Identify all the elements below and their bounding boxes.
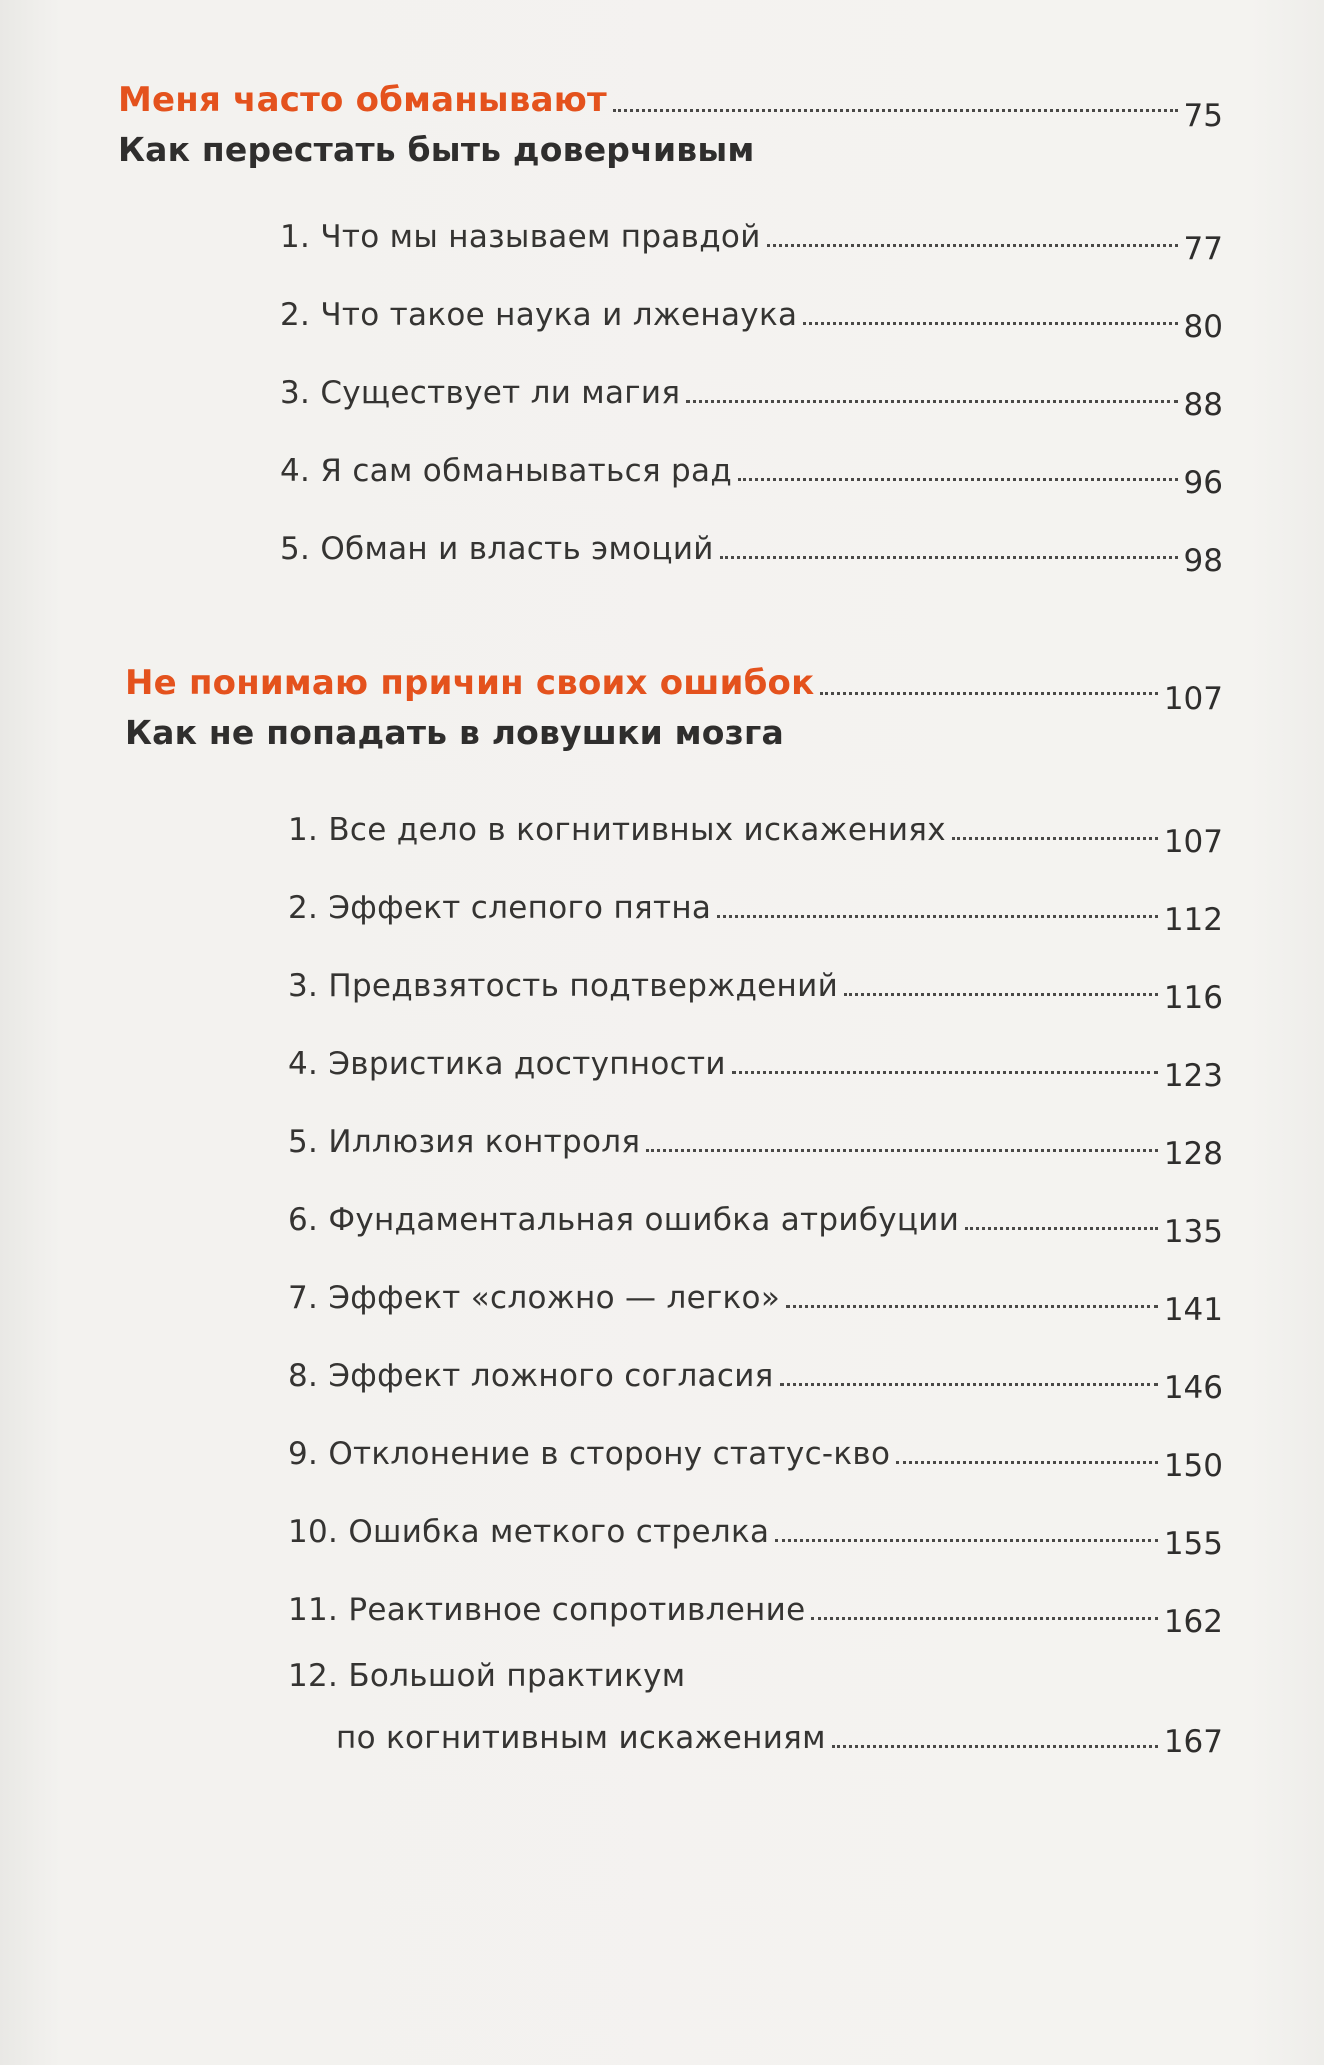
toc-entry-page: 112: [1163, 902, 1223, 938]
dot-leader: [717, 915, 1158, 918]
chapter-2-subtitle: Как не попадать в ловушки мозга: [125, 713, 784, 752]
toc-entry-label: 6. Фундаментальная ошибка атрибуции: [288, 1202, 960, 1238]
dot-leader: [965, 1227, 1158, 1230]
toc-entry: [288, 1034, 1223, 1094]
toc-entry-label: 9. Отклонение в сторону статус-кво: [288, 1436, 891, 1472]
toc-entry: [288, 1424, 1223, 1484]
toc-entry: [288, 800, 1223, 860]
toc-entry: [288, 878, 1223, 938]
dot-leader: [952, 837, 1158, 840]
dot-leader: [786, 1305, 1158, 1308]
toc-entry-page: 98: [1183, 543, 1223, 579]
chapter-1-subtitle: Как перестать быть доверчивым: [118, 130, 755, 169]
chapter-2: [125, 655, 1223, 1760]
chapter-2-page: 107: [1163, 681, 1223, 717]
chapter-1-page: 75: [1183, 98, 1223, 134]
toc-entry-continuation-row: [288, 1708, 1223, 1760]
dot-leader: [686, 400, 1177, 403]
toc-entry-label: 5. Обман и власть эмоций: [280, 531, 714, 567]
toc-entry: [288, 1112, 1223, 1172]
chapter-2-sections: [125, 800, 1223, 1760]
toc-entry-label: 2. Эффект слепого пятна: [288, 890, 712, 926]
dot-leader: [844, 993, 1158, 996]
toc-entry: [288, 1658, 1223, 1760]
toc-entry: [288, 1268, 1223, 1328]
toc-entry-page: 80: [1183, 309, 1223, 345]
dot-leader: [780, 1383, 1158, 1386]
toc-entry-label-continuation: по когнитивным искажениям: [336, 1720, 826, 1756]
dot-leader: [775, 1539, 1158, 1542]
dot-leader: [811, 1617, 1157, 1620]
toc-entry-page: 123: [1163, 1058, 1223, 1094]
toc-entry-page: 116: [1163, 980, 1223, 1016]
dot-leader: [738, 478, 1177, 481]
toc-entry: [288, 1502, 1223, 1562]
toc-entry-page: 107: [1163, 824, 1223, 860]
toc-entry-label: 8. Эффект ложного согласия: [288, 1358, 774, 1394]
toc-entry: [280, 207, 1223, 267]
toc-entry: [280, 363, 1223, 423]
dot-leader: [896, 1461, 1158, 1464]
toc-entry-label: 11. Реактивное сопротивление: [288, 1592, 806, 1628]
toc-entry-label: 7. Эффект «сложно — легко»: [288, 1280, 781, 1316]
toc-entry-label: 3. Существует ли магия: [280, 375, 681, 411]
toc-entry-page: 167: [1163, 1724, 1223, 1760]
chapter-2-title-row: [125, 655, 1223, 717]
toc-entry-page: 96: [1183, 465, 1223, 501]
chapter-1-sections: [118, 207, 1223, 579]
toc-entry: [280, 285, 1223, 345]
chapter-1-title: Меня часто обманывают: [118, 80, 607, 120]
toc-entry-page: 77: [1183, 231, 1223, 267]
toc-entry-label: 1. Все дело в когнитивных искажениях: [288, 812, 946, 848]
toc-entry-label: 12. Большой практикум: [288, 1658, 686, 1694]
toc-entry-page: 135: [1163, 1214, 1223, 1250]
dot-leader: [646, 1149, 1158, 1152]
toc-entry-label: 4. Я сам обманываться рад: [280, 453, 733, 489]
toc-entry: [288, 1580, 1223, 1640]
dot-leader: [767, 244, 1178, 247]
chapter-2-title: Не понимаю причин своих ошибок: [125, 663, 815, 703]
dot-leader: [832, 1745, 1158, 1748]
dot-leader: [803, 322, 1177, 325]
toc-entry-label: 2. Что такое наука и лженаука: [280, 297, 798, 333]
toc-entry-page: 146: [1163, 1370, 1223, 1406]
toc-entry-label: 5. Иллюзия контроля: [288, 1124, 641, 1160]
toc-entry-label: 3. Предвзятость подтверждений: [288, 968, 839, 1004]
toc-entry: [288, 956, 1223, 1016]
dot-leader: [732, 1071, 1158, 1074]
toc-entry: [288, 1346, 1223, 1406]
dot-leader: [720, 556, 1178, 559]
chapter-1-title-row: [118, 72, 1223, 134]
toc-entry-label: 10. Ошибка меткого стрелка: [288, 1514, 770, 1550]
toc-entry-page: 150: [1163, 1448, 1223, 1484]
toc-entry-page: 155: [1163, 1526, 1223, 1562]
dot-leader: [613, 109, 1178, 112]
toc-entry-page: 141: [1163, 1292, 1223, 1328]
toc-entry-label: 1. Что мы называем правдой: [280, 219, 761, 255]
toc-entry-label: 4. Эвристика доступности: [288, 1046, 726, 1082]
dot-leader: [820, 692, 1157, 695]
toc-entry-page: 162: [1163, 1604, 1223, 1640]
toc-entry: [280, 441, 1223, 501]
toc-entry-page: 128: [1163, 1136, 1223, 1172]
toc-entry: [280, 519, 1223, 579]
chapter-1: [118, 72, 1223, 597]
toc-entry: [288, 1190, 1223, 1250]
toc-entry-page: 88: [1183, 387, 1223, 423]
